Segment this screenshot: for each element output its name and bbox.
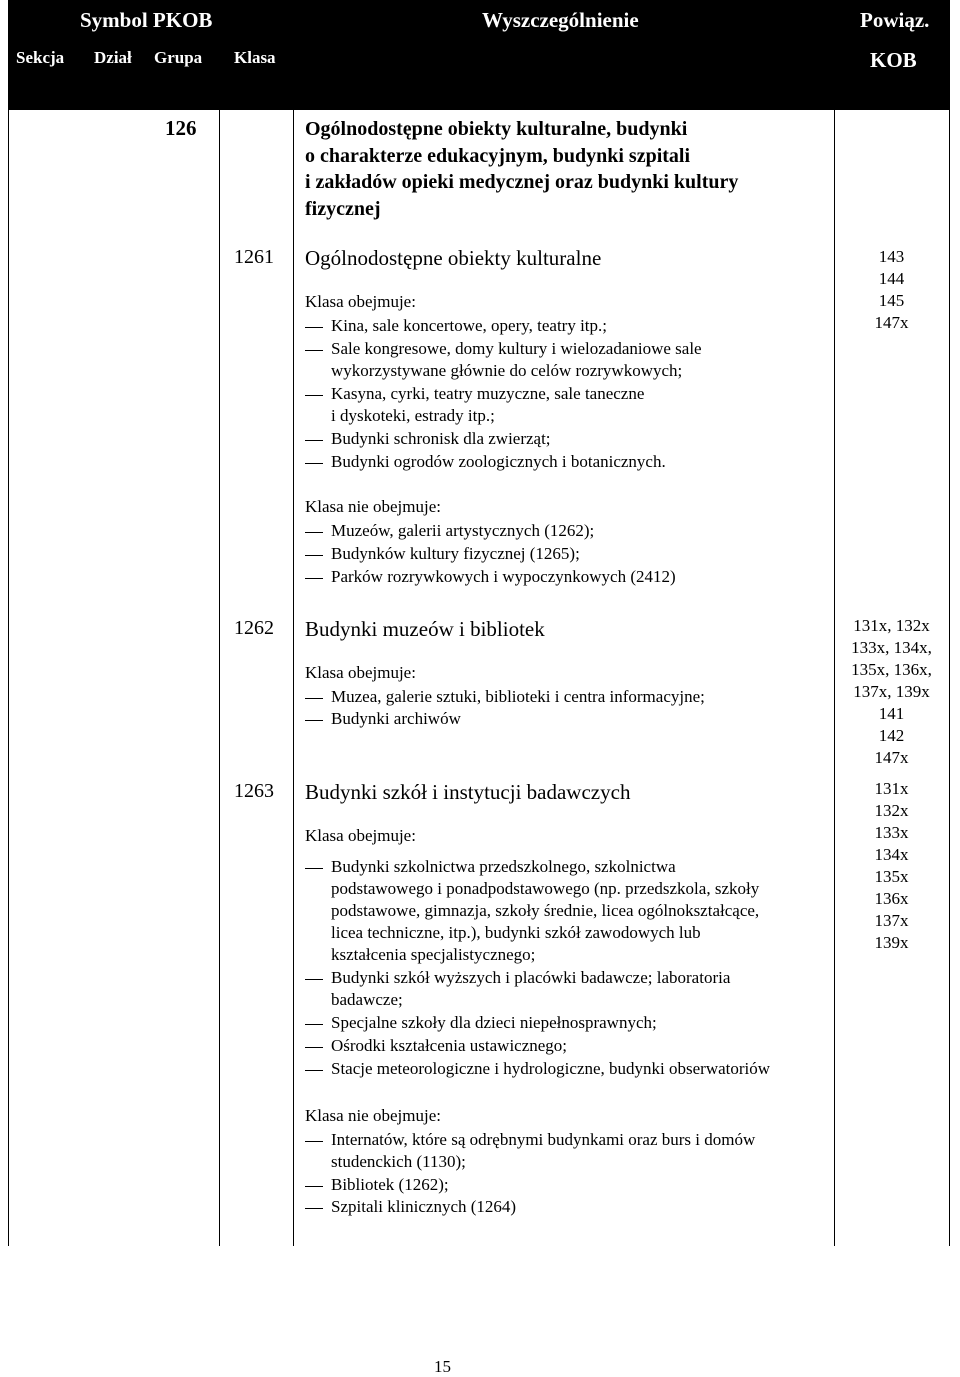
- header-symbol-pkob: Symbol PKOB: [80, 8, 213, 32]
- bullet-dash: [305, 698, 323, 699]
- list-item: Budynki archiwów: [331, 709, 461, 728]
- list-item: Sale kongresowe, domy kultury i wielozadaniowe sale: [331, 339, 702, 358]
- kob-1261: [834, 246, 949, 334]
- kob-1263: [834, 778, 949, 954]
- kob-code: 135x, 136x,: [851, 660, 932, 679]
- list-item: Muzeów, galerii artystycznych (1262);: [331, 521, 595, 540]
- list-item: Internatów, które są odrębnymi budynkami oraz burs i domów: [331, 1130, 756, 1149]
- bullet-dash: [305, 1024, 323, 1025]
- list-item: Muzea, galerie sztuki, biblioteki i centra informacyjne;: [331, 687, 705, 706]
- kob-code: 131x, 132x: [853, 616, 930, 635]
- list-item: kształcenia specjalistycznego;: [331, 945, 536, 964]
- bullet-dash: [305, 979, 323, 980]
- class-code-1262: 1262: [234, 617, 274, 639]
- column-divider: [8, 110, 9, 1246]
- group-title-line: Ogólnodostępne obiekty kulturalne, budynki: [305, 118, 688, 140]
- header-grupa: Grupa: [154, 48, 203, 67]
- bullet-dash: [305, 868, 323, 869]
- list-item: Budynki schronisk dla zwierząt;: [331, 429, 551, 448]
- group-title: [305, 116, 738, 222]
- list-item: i dyskoteki, estrady itp.;: [331, 406, 495, 425]
- class-title-1262: Budynki muzeów i bibliotek: [305, 617, 545, 641]
- group-title-line: o charakterze edukacyjnym, budynki szpitali: [305, 144, 691, 167]
- kob-code: 147x: [874, 748, 909, 767]
- incl-label-1263: Klasa obejmuje:: [305, 826, 416, 845]
- list-item: Budynków kultury fizycznej (1265);: [331, 544, 580, 563]
- excl-label-1263: Klasa nie obejmuje:: [305, 1106, 441, 1125]
- bullet-dash: [305, 1070, 323, 1071]
- bullet-dash: [305, 463, 323, 464]
- list-item: Ośrodki kształcenia ustawicznego;: [331, 1036, 568, 1055]
- list-item: Budynki szkolnictwa przedszkolnego, szkolnictwa: [331, 857, 676, 876]
- kob-code: 133x: [874, 823, 909, 842]
- incl-label-1261: Klasa obejmuje:: [305, 292, 416, 311]
- kob-code: 137x: [874, 911, 909, 930]
- kob-code: 134x: [874, 845, 909, 864]
- class-title-1263: Budynki szkół i instytucji badawczych: [305, 780, 631, 804]
- list-item: Budynki ogrodów zoologicznych i botanicznych.: [331, 452, 666, 471]
- bullet-dash: [305, 350, 323, 351]
- column-divider: [293, 110, 294, 1246]
- list-item: Budynki szkół wyższych i placówki badawcze; laboratoria: [331, 968, 731, 987]
- kob-code: 143: [878, 247, 905, 266]
- kob-code: 135x: [874, 867, 909, 886]
- kob-code: 147x: [874, 313, 909, 332]
- kob-code: 144: [878, 269, 905, 288]
- column-divider: [949, 110, 950, 1246]
- list-item: Parków rozrywkowych i wypoczynkowych (2412): [331, 567, 676, 586]
- class-title-1261: Ogólnodostępne obiekty kulturalne: [305, 246, 602, 270]
- list-item: Kina, sale koncertowe, opery, teatry itp.;: [331, 316, 607, 335]
- kob-code: 131x: [874, 779, 909, 798]
- list-item: Stacje meteorologiczne i hydrologiczne, budynki obserwatoriów: [331, 1059, 771, 1078]
- bullet-dash: [305, 1047, 323, 1048]
- header-description: Wyszczególnienie: [482, 8, 639, 32]
- list-item: licea techniczne, itp.), budynki szkół zawodowych lub: [331, 923, 701, 942]
- column-divider: [219, 110, 220, 1246]
- bullet-dash: [305, 555, 323, 556]
- kob-code: 145: [878, 291, 905, 310]
- list-item: badawcze;: [331, 990, 403, 1009]
- header-sekcja: Sekcja: [16, 48, 65, 67]
- list-item: podstawowe, gimnazja, szkoły średnie, licea ogólnokształcące,: [331, 901, 760, 920]
- group-title-line: i zakładów opieki medycznej oraz budynki kultury: [305, 171, 739, 193]
- excl-label-1261: Klasa nie obejmuje:: [305, 497, 441, 516]
- bullet-dash: [305, 1186, 323, 1187]
- bullet-dash: [305, 395, 323, 396]
- bullet-dash: [305, 440, 323, 441]
- list-item: Specjalne szkoły dla dzieci niepełnosprawnych;: [331, 1013, 657, 1032]
- kob-code: 133x, 134x,: [851, 638, 932, 657]
- header-klasa: Klasa: [234, 48, 276, 67]
- kob-1262: [834, 615, 949, 769]
- list-item: studenckich (1130);: [331, 1152, 466, 1171]
- bullet-dash: [305, 1208, 323, 1209]
- kob-code: 132x: [874, 801, 909, 820]
- table-header: [8, 0, 950, 110]
- list-item: podstawowego i ponadpodstawowego (np. przedszkola, szkoły: [331, 879, 760, 898]
- list-item: Bibliotek (1262);: [331, 1175, 449, 1194]
- list-item: wykorzystywane głównie do celów rozrywkowych;: [331, 361, 683, 380]
- bullet-dash: [305, 532, 323, 533]
- bullet-dash: [305, 327, 323, 328]
- bullet-dash: [305, 1141, 323, 1142]
- class-code-1261: 1261: [234, 246, 274, 268]
- list-item: Kasyna, cyrki, teatry muzyczne, sale taneczne: [331, 384, 645, 403]
- header-kob: KOB: [870, 48, 917, 72]
- incl-label-1262: Klasa obejmuje:: [305, 663, 416, 682]
- kob-code: 137x, 139x: [853, 682, 930, 701]
- kob-code: 139x: [874, 933, 909, 952]
- bullet-dash: [305, 720, 323, 721]
- list-item: Szpitali klinicznych (1264): [331, 1197, 517, 1216]
- kob-code: 141: [878, 704, 905, 723]
- header-dzial: Dział: [94, 48, 132, 67]
- kob-code: 136x: [874, 889, 909, 908]
- header-related: Powiąz.: [860, 8, 930, 32]
- page-number: 15: [434, 1357, 451, 1376]
- group-title-line: fizycznej: [305, 197, 381, 220]
- bullet-dash: [305, 578, 323, 579]
- kob-code: 142: [878, 726, 905, 745]
- group-code: 126: [165, 116, 197, 140]
- class-code-1263: 1263: [234, 780, 274, 802]
